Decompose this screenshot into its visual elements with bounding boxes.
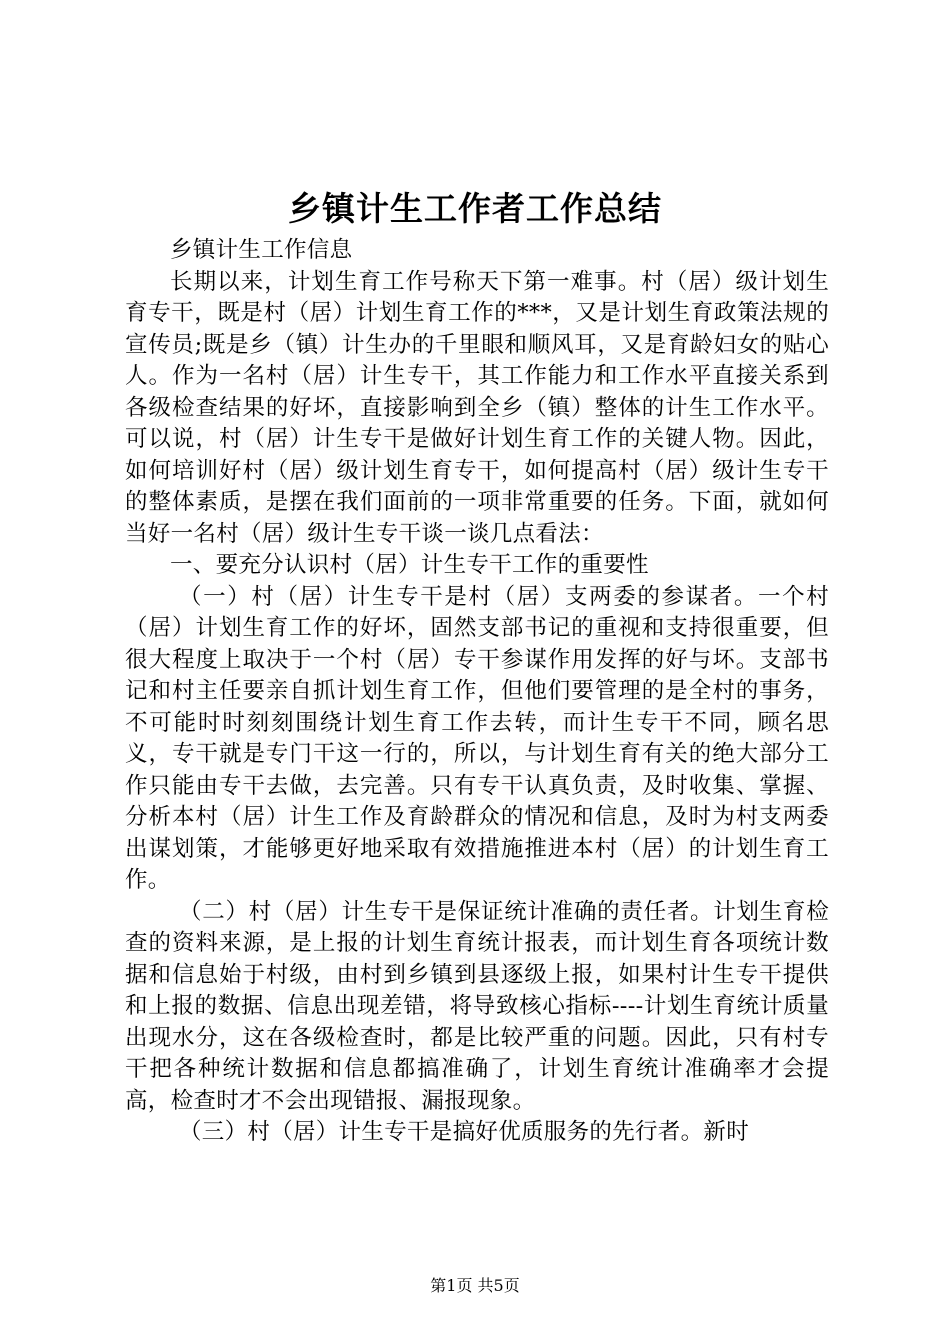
document-body (125, 235, 829, 1149)
paragraph-intro: 长期以来，计划生育工作号称天下第一难事。村（居）级计划生育专干，既是村（居）计划生育工作的***，又是计划生育政策法规的宣传员;既是乡（镇）计生办的千里眼和顺风耳，又是育龄妇女的贴心人。作为一名村（居）计生专干，其工作能力和工作水平直接关系到各级检查结果的好坏，直接影响到全乡（镇）整体的计生工作水平。可以说，村（居）计生专干是做好计划生育工作的关键人物。因此，如何培训好村（居）级计划生育专干，如何提高村（居）级计生专干的整体素质，是摆在我们面前的一项非常重要的任务。下面，就如何当好一名村（居）级计生专干谈一谈几点看法： (125, 268, 829, 547)
page-number: 第1页 共5页 (430, 1276, 520, 1295)
paragraph-subtitle: 乡镇计生工作信息 (170, 237, 353, 263)
paragraph-point-2: （二）村（居）计生专干是保证统计准确的责任者。计划生育检查的资料来源，是上报的计划生育统计报表，而计划生育各项统计数据和信息始于村级，由村到乡镇到县逐级上报，如果村计生专干提供和上报的数据、信息出现差错，将导致核心指标----计划生育统计质量出现水分，这在各级检查时，都是比较严重的问题。因此，只有村专干把各种统计数据和信息都搞准确了，计划生育统计准确率才会提高，检查时才不会出现错报、漏报现象。 (125, 898, 829, 1114)
paragraph-point-1: （一）村（居）计生专干是村（居）支两委的参谋者。一个村（居）计划生育工作的好坏，固然支部书记的重视和支持很重要，但很大程度上取决于一个村（居）专干参谋作用发挥的好与坏。支部书记和村主任要亲自抓计划生育工作，但他们要管理的是全村的事务，不可能时时刻刻围绕计划生育工作去转，而计生专干不同，顾名思义，专干就是专门干这一行的，所以，与计划生育有关的绝大部分工作只能由专干去做，去完善。只有专干认真负责，及时收集、掌握、分析本村（居）计生工作及育龄群众的情况和信息，及时为村支两委出谋划策，才能够更好地采取有效措施推进本村（居）的计划生育工作。 (125, 583, 829, 893)
document-title: 乡镇计生工作者工作总结 (288, 189, 662, 228)
section-heading: 一、要充分认识村（居）计生专干工作的重要性 (170, 552, 649, 578)
paragraph-point-3: （三）村（居）计生专干是搞好优质服务的先行者。新时 (179, 1119, 750, 1145)
